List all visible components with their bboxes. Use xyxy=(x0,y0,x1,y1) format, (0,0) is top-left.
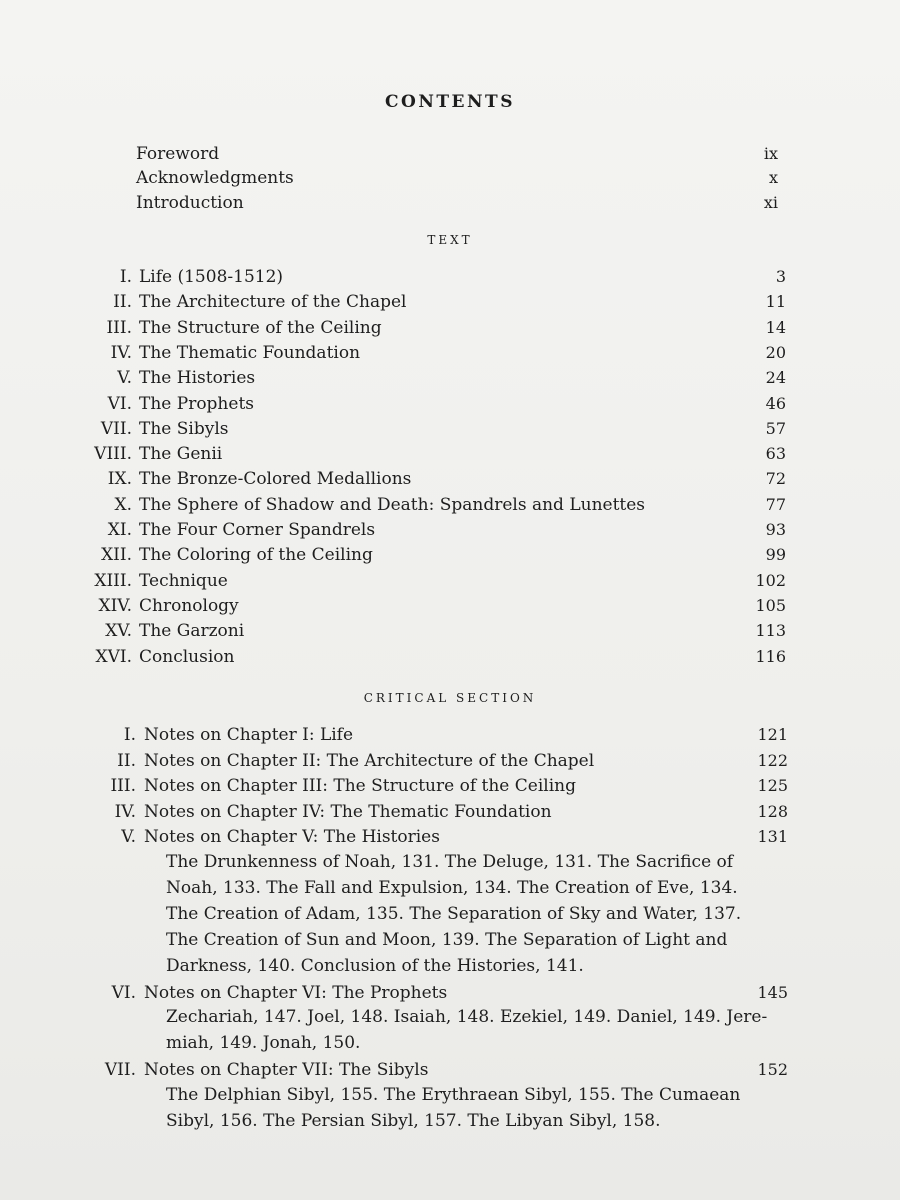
toc-entry xyxy=(0,467,900,491)
notes-title: Notes on Chapter I: Life xyxy=(144,725,354,745)
chapter-title: The Genii xyxy=(139,444,223,465)
toc-entry xyxy=(0,619,900,643)
front-matter-item xyxy=(0,142,900,166)
notes-subentry-line: Noah, 133. The Fall and Expulsion, 134. The Creation of Eve, 134. xyxy=(166,877,738,898)
chapter-page: 57 xyxy=(765,418,786,438)
critical-entry xyxy=(0,825,900,849)
chapter-number: III. xyxy=(106,317,132,338)
chapter-page: 11 xyxy=(765,292,786,312)
chapter-page: 77 xyxy=(765,494,786,514)
notes-title: Notes on Chapter II: The Architecture of the Chapel xyxy=(144,750,595,771)
critical-section-heading: CRITICAL SECTION xyxy=(363,691,537,705)
chapter-number: IV. xyxy=(114,801,136,822)
notes-page: 125 xyxy=(757,776,788,795)
notes-subentry-line: Sibyl, 156. The Persian Sibyl, 157. The Libyan Sibyl, 158. xyxy=(166,1110,661,1131)
chapter-title: The Garzoni xyxy=(139,621,245,642)
chapter-number: II. xyxy=(117,750,136,771)
toc-entry xyxy=(0,493,900,517)
chapter-number: VIII. xyxy=(94,444,132,465)
contents-title: CONTENTS xyxy=(385,92,515,112)
notes-title: Notes on Chapter III: The Structure of the Ceiling xyxy=(144,776,576,796)
text-section-heading: TEXT xyxy=(427,233,473,247)
notes-title: Notes on Chapter VI: The Prophets xyxy=(144,982,448,1003)
chapter-number: I. xyxy=(123,725,136,745)
front-matter-title: Introduction xyxy=(136,193,244,213)
chapter-number: X. xyxy=(114,494,132,515)
chapter-page: 20 xyxy=(765,342,786,362)
chapter-page: 116 xyxy=(755,646,786,666)
front-matter-title: Foreword xyxy=(136,144,220,164)
chapter-page: 14 xyxy=(765,317,786,337)
chapter-page: 3 xyxy=(775,267,786,286)
chapter-title: Chronology xyxy=(139,595,239,616)
chapter-page: 93 xyxy=(765,520,786,539)
toc-entry xyxy=(0,392,900,416)
chapter-title: The Coloring of the Ceiling xyxy=(139,545,373,566)
notes-page: 122 xyxy=(757,750,788,770)
chapter-number: IV. xyxy=(110,342,132,363)
critical-entry xyxy=(0,774,900,798)
notes-title: Notes on Chapter V: The Histories xyxy=(144,827,440,847)
chapter-number: XV. xyxy=(105,621,132,642)
chapter-title: The Histories xyxy=(139,368,256,389)
chapter-number: V. xyxy=(117,368,132,389)
chapter-title: The Architecture of the Chapel xyxy=(139,292,407,313)
front-matter-page: ix xyxy=(763,144,778,163)
front-matter-page: x xyxy=(768,168,778,187)
chapter-number: XVI. xyxy=(95,646,132,667)
notes-title: Notes on Chapter IV: The Thematic Foundation xyxy=(144,801,552,822)
chapter-page: 72 xyxy=(765,469,786,489)
notes-page: 131 xyxy=(757,827,788,846)
chapter-title: The Thematic Foundation xyxy=(139,342,361,363)
toc-entry xyxy=(0,265,900,289)
chapter-number: VII. xyxy=(100,418,132,439)
toc-entry xyxy=(0,290,900,314)
toc-entry xyxy=(0,442,900,466)
chapter-number: VII. xyxy=(104,1060,136,1080)
front-matter-item xyxy=(0,191,900,215)
front-matter-item xyxy=(0,166,900,190)
toc-entry xyxy=(0,543,900,567)
chapter-page: 46 xyxy=(765,393,786,413)
notes-subentry-line: The Creation of Sun and Moon, 139. The Separation of Light and xyxy=(166,929,728,950)
chapter-number: XIV. xyxy=(98,595,132,616)
chapter-page: 99 xyxy=(765,545,786,565)
chapter-page: 63 xyxy=(765,444,786,464)
toc-entry xyxy=(0,341,900,365)
chapter-number: VI. xyxy=(107,393,132,414)
notes-subentry-line: The Creation of Adam, 135. The Separation of Sky and Water, 137. xyxy=(166,903,742,924)
critical-entry xyxy=(0,800,900,824)
toc-entry xyxy=(0,316,900,340)
notes-subentry-line: Darkness, 140. Conclusion of the Histories, 141. xyxy=(166,955,584,976)
notes-subentry-line: miah, 149. Jonah, 150. xyxy=(166,1033,361,1053)
chapter-number: XII. xyxy=(101,545,132,566)
chapter-title: Conclusion xyxy=(139,646,235,667)
chapter-number: III. xyxy=(110,776,136,796)
chapter-page: 113 xyxy=(755,621,786,641)
chapter-title: The Structure of the Ceiling xyxy=(139,317,382,338)
toc-entry xyxy=(0,417,900,441)
critical-entry xyxy=(0,723,900,747)
chapter-number: IX. xyxy=(107,469,132,490)
chapter-title: The Sibyls xyxy=(139,418,229,439)
chapter-title: Technique xyxy=(139,570,228,591)
toc-entry xyxy=(0,518,900,542)
notes-subentry-line: The Drunkenness of Noah, 131. The Deluge, 131. The Sacrifice of xyxy=(166,851,734,872)
notes-page: 152 xyxy=(757,1060,788,1079)
critical-entry xyxy=(0,981,900,1005)
chapter-number: XIII. xyxy=(94,570,132,591)
toc-entry xyxy=(0,366,900,390)
critical-entry xyxy=(0,1058,900,1082)
chapter-title: The Prophets xyxy=(139,393,254,414)
chapter-title: The Sphere of Shadow and Death: Spandrels and Lunettes xyxy=(139,494,646,515)
notes-subentry-line: The Delphian Sibyl, 155. The Erythraean Sibyl, 155. The Cumaean xyxy=(166,1084,741,1105)
chapter-page: 105 xyxy=(755,595,786,615)
chapter-page: 102 xyxy=(755,570,786,590)
notes-page: 121 xyxy=(757,725,788,744)
front-matter-title: Acknowledgments xyxy=(136,168,294,188)
chapter-title: The Bronze-Colored Medallions xyxy=(139,469,412,490)
toc-entry xyxy=(0,594,900,618)
notes-subentry-line: Zechariah, 147. Joel, 148. Isaiah, 148. Ezekiel, 149. Daniel, 149. Jere- xyxy=(166,1007,768,1027)
notes-page: 128 xyxy=(757,801,788,821)
toc-entry xyxy=(0,569,900,593)
chapter-number: I. xyxy=(119,267,132,287)
chapter-title: Life (1508-1512) xyxy=(139,267,284,287)
chapter-number: VI. xyxy=(111,982,136,1003)
toc-entry xyxy=(0,645,900,669)
chapter-number: XI. xyxy=(107,520,132,540)
front-matter-page: xi xyxy=(763,193,778,212)
chapter-page: 24 xyxy=(765,368,786,388)
notes-page: 145 xyxy=(757,982,788,1002)
notes-title: Notes on Chapter VII: The Sibyls xyxy=(144,1060,429,1080)
chapter-number: II. xyxy=(113,292,132,313)
critical-entry xyxy=(0,749,900,773)
chapter-number: V. xyxy=(121,827,136,847)
chapter-title: The Four Corner Spandrels xyxy=(139,520,376,540)
